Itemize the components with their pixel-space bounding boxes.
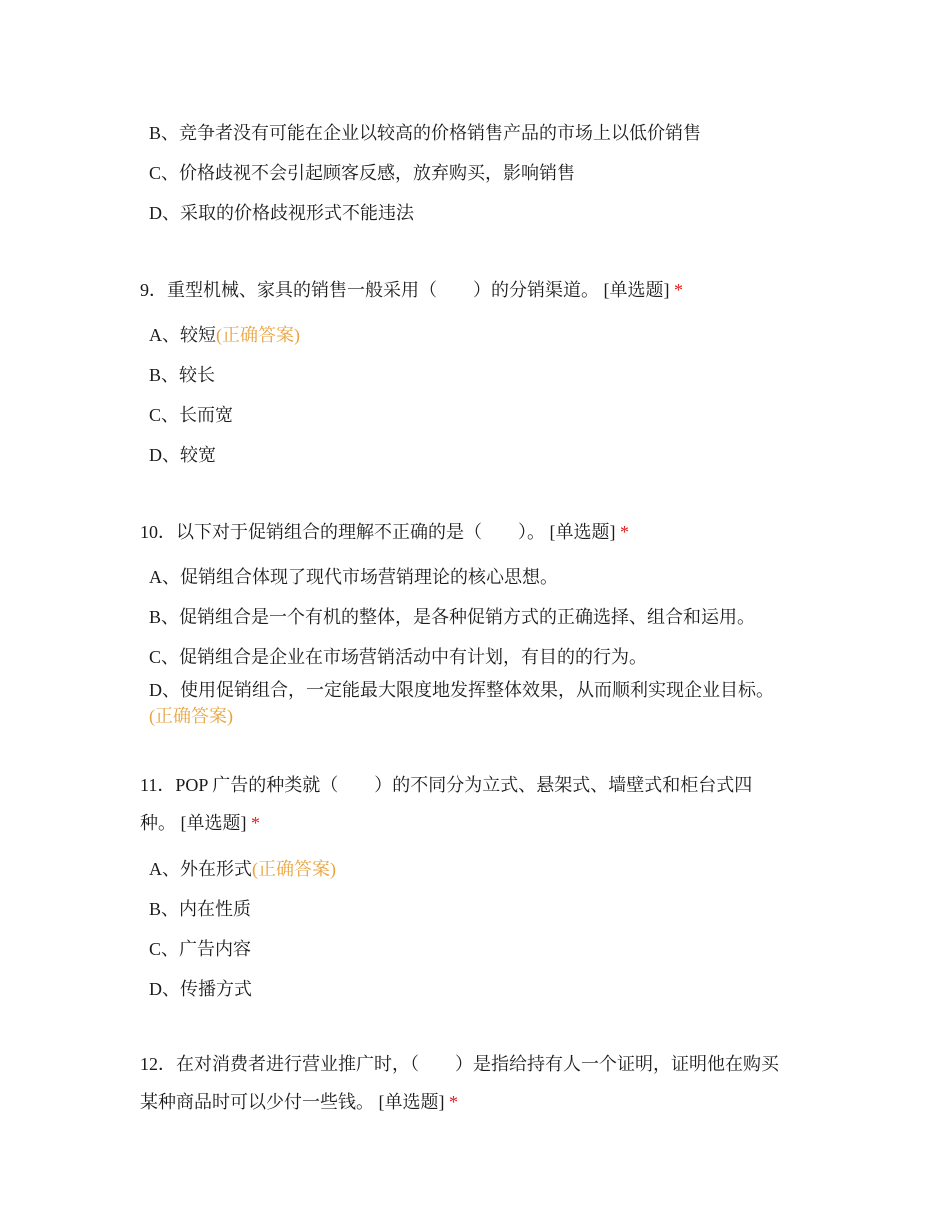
q11-option-d — [149, 976, 252, 1002]
question-text-continued: 种。 — [140, 813, 176, 833]
option-text: 广告内容 — [179, 939, 252, 959]
option-text: 较宽 — [180, 445, 216, 465]
option-letter: C、 — [149, 405, 180, 425]
q10-option-a — [149, 564, 558, 590]
option-letter: C、 — [149, 647, 180, 667]
option-text: 长而宽 — [179, 405, 234, 425]
correct-answer-mark: (正确答案) — [252, 859, 336, 879]
question-number: 11． — [140, 775, 176, 795]
option-text: 促销组合体现了现代市场营销理论的核心思想。 — [180, 567, 558, 587]
required-marker: * — [674, 280, 683, 300]
q9-option-b — [149, 362, 215, 388]
question-9-title — [140, 277, 683, 303]
option-letter: C、 — [149, 163, 180, 183]
option-text: 外在形式 — [180, 859, 252, 879]
question-text-continued: 某种商品时可以少付一些钱。 — [140, 1092, 374, 1112]
option-text: 竞争者没有可能在企业以较高的价格销售产品的市场上以低价销售 — [179, 123, 702, 143]
question-type: [单选题] — [603, 280, 670, 300]
option-letter: B、 — [149, 607, 180, 627]
option-letter: A、 — [149, 567, 180, 587]
q11-option-c — [149, 936, 251, 962]
question-12-title-line1 — [140, 1051, 779, 1077]
q10-option-d-correct-line — [149, 703, 233, 729]
question-11-title-line1 — [140, 772, 752, 798]
question-type: [单选题] — [378, 1092, 445, 1112]
question-10-title — [140, 519, 629, 545]
question-type: [单选题] — [549, 522, 616, 542]
question-text: POP 广告的种类就（ ）的不同分为立式、悬架式、墙壁式和柜台式四 — [175, 775, 753, 795]
option-letter: B、 — [149, 899, 180, 919]
question-11-title-line2 — [140, 810, 260, 836]
q9-option-d — [149, 442, 216, 468]
question-number: 9． — [140, 280, 167, 300]
option-text: 较长 — [179, 365, 216, 385]
question-text: 以下对于促销组合的理解不正确的是（ ）。 — [176, 522, 545, 542]
question-number: 12． — [140, 1054, 176, 1074]
correct-answer-mark: (正确答案) — [149, 706, 233, 726]
option-letter: C、 — [149, 939, 180, 959]
q9-option-a — [149, 322, 300, 348]
q10-option-b — [149, 604, 755, 630]
question-number: 10． — [140, 522, 176, 542]
option-letter: A、 — [149, 325, 180, 345]
option-letter: D、 — [149, 979, 180, 999]
option-letter: D、 — [149, 680, 180, 700]
option-text: 促销组合是企业在市场营销活动中有计划，有目的的行为。 — [179, 647, 648, 667]
question-text: 重型机械、家具的销售一般采用（ ）的分销渠道。 — [167, 280, 599, 300]
option-text: 价格歧视不会引起顾客反感，放弃购买，影响销售 — [179, 163, 576, 183]
option-letter: B、 — [149, 365, 180, 385]
q8-option-c — [149, 160, 575, 186]
option-text: 传播方式 — [180, 979, 252, 999]
question-12-title-line2 — [140, 1089, 458, 1115]
correct-answer-mark: (正确答案) — [216, 325, 300, 345]
option-text: 内在性质 — [179, 899, 252, 919]
option-text: 促销组合是一个有机的整体，是各种促销方式的正确选择、组合和运用。 — [179, 607, 756, 627]
q8-option-d — [149, 200, 414, 226]
required-marker: * — [449, 1092, 458, 1112]
required-marker: * — [251, 813, 260, 833]
option-text: 采取的价格歧视形式不能违法 — [180, 203, 414, 223]
q10-option-d — [149, 677, 774, 703]
q11-option-b — [149, 896, 251, 922]
option-text: 较短 — [180, 325, 216, 345]
option-letter: D、 — [149, 203, 180, 223]
question-text: 在对消费者进行营业推广时，（ ）是指给持有人一个证明，证明他在购买 — [176, 1054, 779, 1074]
q8-option-b — [149, 120, 701, 146]
question-type: [单选题] — [180, 813, 247, 833]
q9-option-c — [149, 402, 233, 428]
option-letter: A、 — [149, 859, 180, 879]
option-letter: B、 — [149, 123, 180, 143]
option-letter: D、 — [149, 445, 180, 465]
option-text: 使用促销组合，一定能最大限度地发挥整体效果，从而顺利实现企业目标。 — [180, 680, 774, 700]
q11-option-a — [149, 856, 336, 882]
q10-option-c — [149, 644, 647, 670]
required-marker: * — [620, 522, 629, 542]
